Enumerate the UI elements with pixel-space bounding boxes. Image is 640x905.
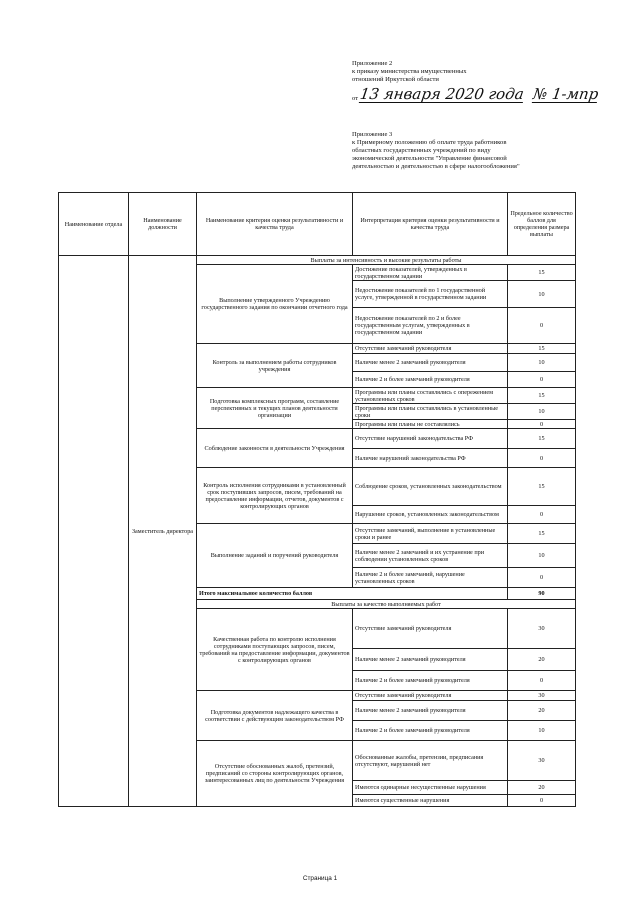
points-cell: 30 — [508, 691, 576, 701]
criterion-cell: Качественная работа по контролю исполнения сотрудниками поступающих запросов, писем, требований на предоставление информации, документов с контролирующих органов — [197, 609, 353, 691]
appendix3-title: Приложение 3 — [352, 131, 393, 138]
payment-criteria-table — [58, 192, 576, 807]
points-cell: 15 — [508, 265, 576, 281]
header-dept: Наименование отдела — [59, 193, 129, 256]
appendix3-line: областных государственных учреждений по виду — [352, 147, 491, 154]
header-points: Предельное количество баллов для определения размера выплаты — [508, 193, 576, 256]
appendix3-line: экономической деятельности "Управление финансовой — [352, 155, 507, 162]
date-prefix: от — [352, 95, 359, 102]
points-cell: 0 — [508, 449, 576, 468]
points-cell: 10 — [508, 721, 576, 741]
points-cell: 15 — [508, 344, 576, 354]
points-cell: 20 — [508, 649, 576, 671]
interpretation-cell: Отсутствие замечаний руководителя — [353, 691, 508, 701]
points-cell: 0 — [508, 671, 576, 691]
header-interpretation: Интерпретация критерия оценки результативности и качества труда — [353, 193, 508, 256]
points-cell: 0 — [508, 420, 576, 429]
interpretation-cell: Отсутствие нарушений законодательства РФ — [353, 429, 508, 449]
table-header-row — [59, 193, 576, 256]
criterion-cell: Выполнение утвержденного Учреждению государственного задания по окончании отчетного года — [197, 265, 353, 344]
points-cell: 30 — [508, 741, 576, 781]
points-cell: 30 — [508, 609, 576, 649]
interpretation-cell: Программы или планы составлялись в установленные сроки — [353, 404, 508, 420]
appendix2-line: к приказу министерства имущественных — [352, 68, 467, 75]
interpretation-cell: Нарушение сроков, установленных законодательством — [353, 506, 508, 524]
section-heading: Выплаты за интенсивность и высокие результаты работы — [197, 256, 576, 265]
position-cell: Заместитель директора — [129, 256, 197, 807]
appendix2-date-line — [352, 86, 598, 103]
criterion-cell: Отсутствие обоснованных жалоб, претензий, предписаний со стороны контролирующих органов, заинтересованных лиц по деятельности Учреждения — [197, 741, 353, 807]
appendix3-block — [352, 131, 520, 171]
points-cell: 0 — [508, 372, 576, 388]
total-label: Итого максимальное количество баллов — [197, 588, 508, 600]
interpretation-cell: Имеются одинарные несущественные нарушения — [353, 781, 508, 795]
dept-cell — [59, 256, 129, 807]
criterion-cell: Соблюдение законности в деятельности Учреждения — [197, 429, 353, 468]
points-cell: 20 — [508, 781, 576, 795]
page-footer: Страница 1 — [302, 875, 338, 882]
interpretation-cell: Наличие 2 и более замечаний руководителя — [353, 372, 508, 388]
interpretation-cell: Наличие менее 2 замечаний руководителя — [353, 354, 508, 372]
interpretation-cell: Недостижение показателей по 2 и более государственным услугам, утвержденных в государственном задании — [353, 308, 508, 344]
interpretation-cell: Программы или планы не составлялись — [353, 420, 508, 429]
header-criterion: Наименование критерия оценки результативности и качества труда — [197, 193, 353, 256]
interpretation-cell: Наличие 2 и более замечаний руководителя — [353, 721, 508, 741]
points-cell: 10 — [508, 544, 576, 568]
total-value: 90 — [508, 588, 576, 600]
points-cell: 0 — [508, 506, 576, 524]
section-row — [59, 256, 576, 265]
interpretation-cell: Наличие 2 и более замечаний, нарушение установленных сроков — [353, 568, 508, 588]
handwritten-number: № 1-мпр — [531, 85, 600, 103]
points-cell: 10 — [508, 404, 576, 420]
interpretation-cell: Соблюдение сроков, установленных законодательством — [353, 468, 508, 506]
criterion-cell: Подготовка документов надлежащего качества в соответствии с действующим законодательством РФ — [197, 691, 353, 741]
interpretation-cell: Наличие менее 2 замечаний руководителя — [353, 649, 508, 671]
interpretation-cell: Отсутствие замечаний руководителя — [353, 609, 508, 649]
interpretation-cell: Наличие нарушений законодательства РФ — [353, 449, 508, 468]
interpretation-cell: Наличие 2 и более замечаний руководителя — [353, 671, 508, 691]
criterion-cell: Подготовка комплексных программ, составление перспективных и текущих планов деятельности организации — [197, 388, 353, 429]
interpretation-cell: Достижение показателей, утвержденных в государственном задании — [353, 265, 508, 281]
points-cell: 15 — [508, 429, 576, 449]
interpretation-cell: Программы или планы составлялись с опережением установленных сроков — [353, 388, 508, 404]
section-heading: Выплаты за качество выполняемых работ — [197, 600, 576, 609]
header-position: Наименование должности — [129, 193, 197, 256]
interpretation-cell: Наличие менее 2 замечаний и их устранение при соблюдении установленных сроков — [353, 544, 508, 568]
criterion-cell: Контроль за выполнением работы сотрудников учреждения — [197, 344, 353, 388]
appendix3-line: к Примерному положению об оплате труда работников — [352, 139, 507, 146]
criterion-cell: Контроль исполнения сотрудниками в установленный срок поступивших запросов, писем, требований на предоставление информации, отчетов, документов с контролирующих органов — [197, 468, 353, 524]
handwritten-date: 13 января 2020 года — [358, 85, 525, 103]
interpretation-cell: Недостижение показателей по 1 государственной услуге, утвержденной в государственном задании — [353, 281, 508, 308]
points-cell: 0 — [508, 795, 576, 807]
points-cell: 10 — [508, 281, 576, 308]
points-cell: 15 — [508, 524, 576, 544]
points-cell: 20 — [508, 701, 576, 721]
appendix2-block — [352, 60, 598, 103]
points-cell: 10 — [508, 354, 576, 372]
appendix3-line: деятельностью и деятельностью в сфере налогообложения" — [352, 163, 520, 170]
criterion-cell: Выполнение заданий и поручений руководителя — [197, 524, 353, 588]
points-cell: 15 — [508, 468, 576, 506]
points-cell: 15 — [508, 388, 576, 404]
interpretation-cell: Отсутствие замечаний руководителя — [353, 344, 508, 354]
interpretation-cell: Обоснованные жалобы, претензии, предписания отсутствуют, нарушений нет — [353, 741, 508, 781]
interpretation-cell: Наличие менее 2 замечаний руководителя — [353, 701, 508, 721]
points-cell: 0 — [508, 308, 576, 344]
interpretation-cell: Отсутствие замечаний, выполнение в установленные сроки и ранее — [353, 524, 508, 544]
appendix2-line: отношений Иркутской области — [352, 76, 439, 83]
appendix2-title: Приложение 2 — [352, 60, 393, 67]
points-cell: 0 — [508, 568, 576, 588]
interpretation-cell: Имеются существенные нарушения — [353, 795, 508, 807]
